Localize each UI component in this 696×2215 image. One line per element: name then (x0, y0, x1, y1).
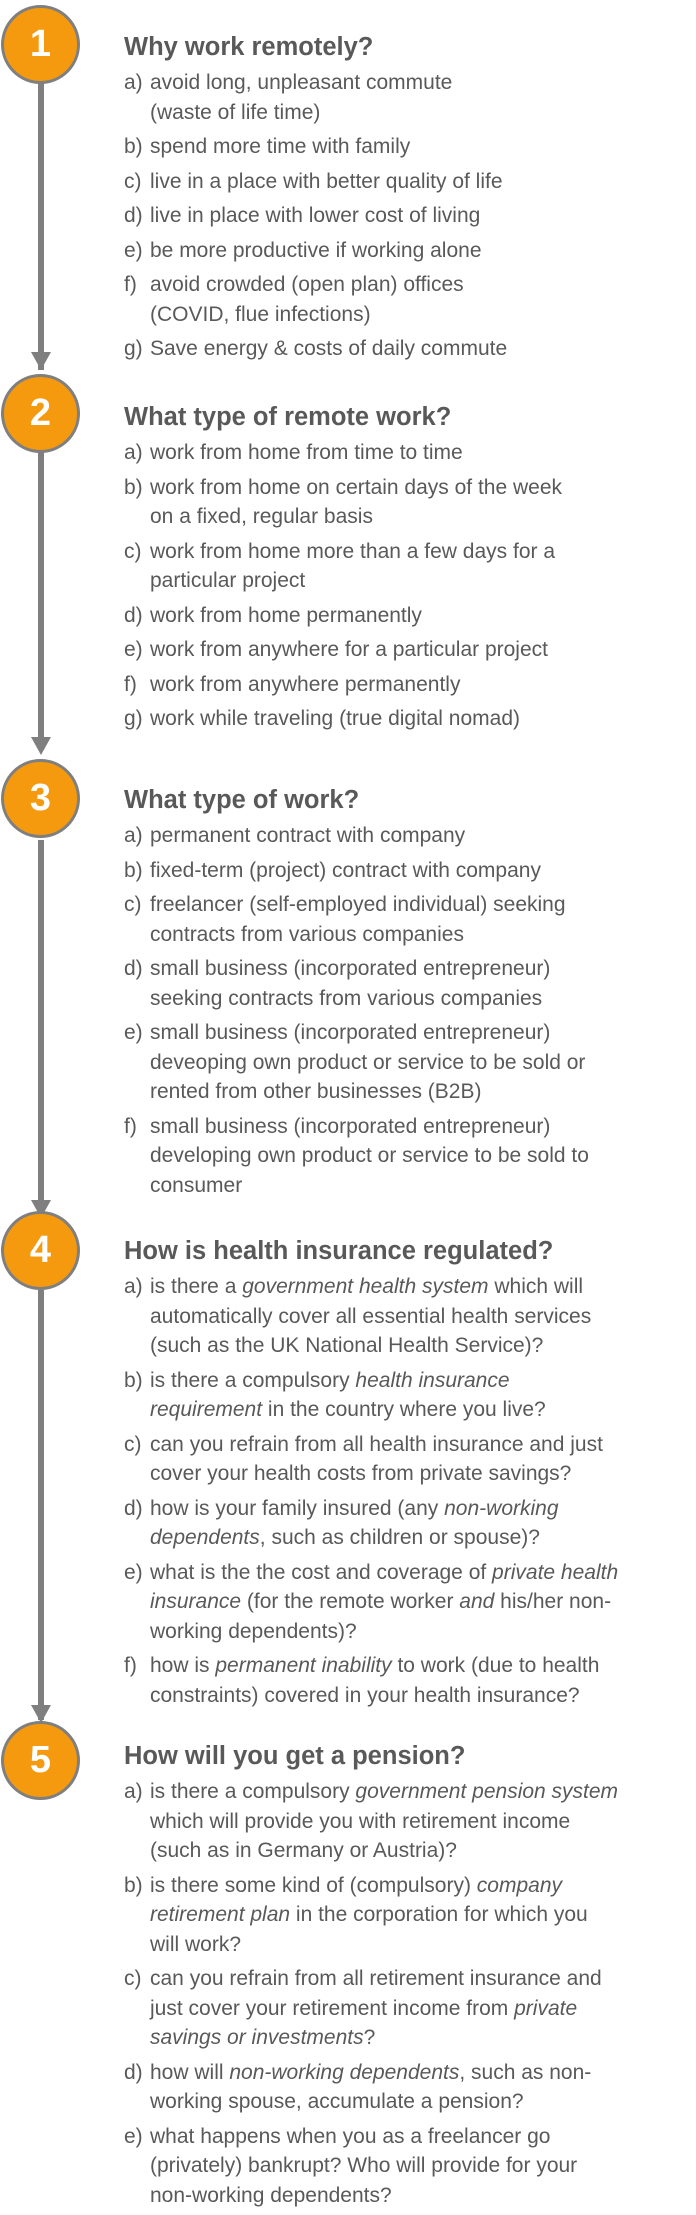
item-text-emphasis: health insurance requirement (150, 1368, 510, 1421)
item-label: e) (124, 638, 143, 661)
item-text: small business (incorporated entrepreneur) deveoping own product or service to be sold or rented from other businesses (B2B) (150, 1021, 586, 1103)
item-text: spend more time with family (150, 135, 411, 158)
item-text (150, 1272, 694, 1361)
item-label: c) (124, 1967, 142, 1990)
step-badge-3: 3 (1, 759, 80, 838)
arrowhead-1-to-2 (31, 352, 51, 370)
list-item (124, 270, 694, 329)
step-badge-2: 2 (1, 374, 80, 453)
step-badge-1: 1 (1, 5, 80, 84)
item-text (150, 1430, 694, 1489)
section-title: What type of remote work? (124, 403, 452, 431)
item-text: work from home on certain days of the week on a fixed, regular basis (150, 475, 563, 528)
item-text (150, 2058, 694, 2117)
item-text-pre: how is (150, 1654, 216, 1677)
list-item (124, 167, 694, 197)
item-label: g) (124, 337, 143, 360)
item-text (150, 1366, 694, 1425)
item-text-emphasis: company retirement plan (150, 1873, 563, 1926)
item-text: live in place with lower cost of living (150, 204, 481, 227)
item-text-post: to work (due to health constraints) covered in your health insurance? (150, 1654, 600, 1707)
item-label: b) (124, 135, 143, 158)
item-text (150, 1651, 694, 1710)
item-text-pre: can you refrain from all retirement insurance and just cover your retirement income from (150, 1967, 602, 2020)
list-item (124, 1430, 694, 1489)
item-text (150, 1964, 694, 2053)
item-text: work from anywhere permanently (150, 672, 461, 696)
list-item (124, 635, 694, 665)
item-text: live in a place with better quality of life (150, 169, 503, 193)
section-title: What type of work? (124, 786, 360, 814)
step-badge-4: 4 (1, 1211, 80, 1290)
section-3 (124, 785, 694, 1205)
step-badge-5: 5 (1, 1721, 80, 1800)
item-text: work from home more than a few days for a particular project (150, 539, 555, 592)
item-label: d) (124, 204, 143, 227)
section-title: How will you get a pension? (124, 1742, 466, 1770)
item-text-emphasis: permanent inability (215, 1654, 392, 1677)
list-item (124, 473, 694, 532)
section-title: Why work remotely? (124, 33, 374, 61)
item-text-pre: is there a compulsory (150, 1780, 356, 1803)
item-text-pre: is there a compulsory (150, 1368, 356, 1392)
item-label: a) (124, 824, 143, 847)
item-label: f) (124, 1654, 137, 1677)
item-text-emphasis: non-working dependents (229, 2060, 460, 2084)
item-text: work from anywhere for a particular project (150, 638, 548, 661)
list-item (124, 1494, 694, 1553)
item-label: e) (124, 1021, 143, 1044)
item-text-post: , such as children or spouse)? (259, 1526, 540, 1549)
list-item (124, 201, 694, 231)
item-text (150, 2122, 694, 2211)
item-label: e) (124, 2124, 143, 2148)
list-item (124, 438, 694, 468)
item-text (150, 1558, 694, 1647)
list-item (124, 856, 694, 886)
item-text: fixed-term (project) contract with company (150, 858, 541, 882)
item-label: b) (124, 475, 143, 499)
list-item (124, 537, 694, 596)
list-item (124, 670, 694, 700)
item-label: e) (124, 1560, 143, 1584)
item-text: avoid crowded (open plan) offices (COVID, flue infections) (150, 273, 464, 326)
item-label: f) (124, 672, 137, 696)
list-item (124, 68, 694, 127)
list-item (124, 1366, 694, 1425)
item-label: a) (124, 1275, 143, 1298)
item-text-post-2: his/her non- working dependents)? (150, 1590, 612, 1643)
item-text (150, 1494, 694, 1553)
item-label: d) (124, 957, 143, 980)
item-label: a) (124, 1780, 143, 1803)
list-item (124, 1777, 694, 1866)
item-text-emphasis: private savings or investments (150, 1996, 578, 2049)
item-text: freelancer (self-employed individual) seeking contracts from various companies (150, 893, 566, 946)
item-text-post: (for the remote worker (241, 1590, 460, 1613)
list-item (124, 1558, 694, 1647)
item-text: be more productive if working alone (150, 238, 482, 262)
arrow-3-to-4 (38, 840, 44, 1210)
item-label: a) (124, 441, 143, 464)
item-text-post: which will provide you with retirement income (such as in Germany or Austria)? (150, 1809, 571, 1862)
item-text-emphasis: government health system (242, 1275, 489, 1298)
item-text-pre: how will (150, 2060, 230, 2084)
item-label: c) (124, 169, 142, 193)
item-text: Save energy & costs of daily commute (150, 337, 508, 360)
item-text-pre: what is the the cost and coverage of (150, 1560, 493, 1584)
item-label: d) (124, 603, 143, 627)
item-label: a) (124, 71, 143, 94)
item-text: small business (incorporated entrepreneur) seeking contracts from various companies (150, 957, 551, 1010)
item-text-pre: is there a (150, 1275, 243, 1298)
item-text (150, 1871, 694, 1960)
item-label: b) (124, 858, 143, 882)
item-text-post: ? (363, 2026, 376, 2049)
list-item (124, 2122, 694, 2211)
item-text-emphasis: non-working dependents (150, 1496, 559, 1549)
item-text (150, 1777, 694, 1866)
list-item (124, 236, 694, 266)
item-text: work from home from time to time (150, 441, 463, 464)
list-item (124, 1272, 694, 1361)
section-5 (124, 1741, 694, 2215)
list-item (124, 1651, 694, 1710)
item-label: d) (124, 2060, 143, 2084)
arrow-1-to-2 (38, 70, 44, 370)
item-label: d) (124, 1496, 143, 1520)
list-item (124, 2058, 694, 2117)
item-label: e) (124, 238, 143, 262)
item-text-pre: is there some kind of (compulsory) (150, 1873, 477, 1897)
item-text: small business (incorporated entrepreneur) developing own product or service to be sold to consumer (150, 1114, 589, 1197)
item-text: avoid long, unpleasant commute (waste of life time) (150, 71, 453, 124)
item-text: work while traveling (true digital nomad) (150, 707, 520, 730)
list-item (124, 601, 694, 631)
item-text-pre: can you refrain from all health insurance and just cover your health costs from private savings? (150, 1432, 603, 1485)
item-text-post: in the corporation for which you will work? (150, 1903, 588, 1956)
section-4 (124, 1236, 694, 1715)
item-label: c) (124, 1432, 142, 1456)
item-text-post: , such as non- working spouse, accumulate a pension? (150, 2060, 592, 2113)
item-text-post: in the country where you live? (262, 1398, 546, 1421)
arrow-4-to-5 (38, 1290, 44, 1720)
list-item (124, 954, 694, 1013)
item-text-emphasis: government pension system (355, 1780, 619, 1803)
list-item (124, 334, 694, 364)
list-item (124, 890, 694, 949)
list-item (124, 1112, 694, 1201)
list-item (124, 1964, 694, 2053)
arrow-2-to-3 (38, 445, 44, 750)
item-text-pre: what happens when you as a freelancer go (privately) bankrupt? Who will provide for your non-working dependents? (150, 2124, 578, 2207)
item-text: work from home permanently (150, 603, 422, 627)
item-text-emphasis: private health insurance (150, 1560, 619, 1613)
item-label: b) (124, 1873, 143, 1897)
item-text: permanent contract with company (150, 824, 466, 847)
item-label: f) (124, 273, 137, 296)
section-title: How is health insurance regulated? (124, 1237, 554, 1265)
list-item (124, 1871, 694, 1960)
item-text-pre: how is your family insured (any (150, 1496, 445, 1520)
item-label: c) (124, 539, 142, 563)
item-label: g) (124, 707, 143, 730)
list-item (124, 132, 694, 162)
section-2 (124, 402, 694, 739)
item-label: b) (124, 1368, 143, 1392)
item-label: c) (124, 893, 142, 916)
item-label: f) (124, 1114, 137, 1138)
item-text-post: which will automatically cover all essential health services (such as the UK National Health Service)? (150, 1275, 592, 1357)
item-text-emphasis-2: and (459, 1590, 495, 1613)
list-item (124, 1018, 694, 1107)
list-item (124, 704, 694, 734)
arrowhead-2-to-3 (31, 737, 51, 755)
list-item (124, 821, 694, 851)
section-1 (124, 32, 694, 369)
